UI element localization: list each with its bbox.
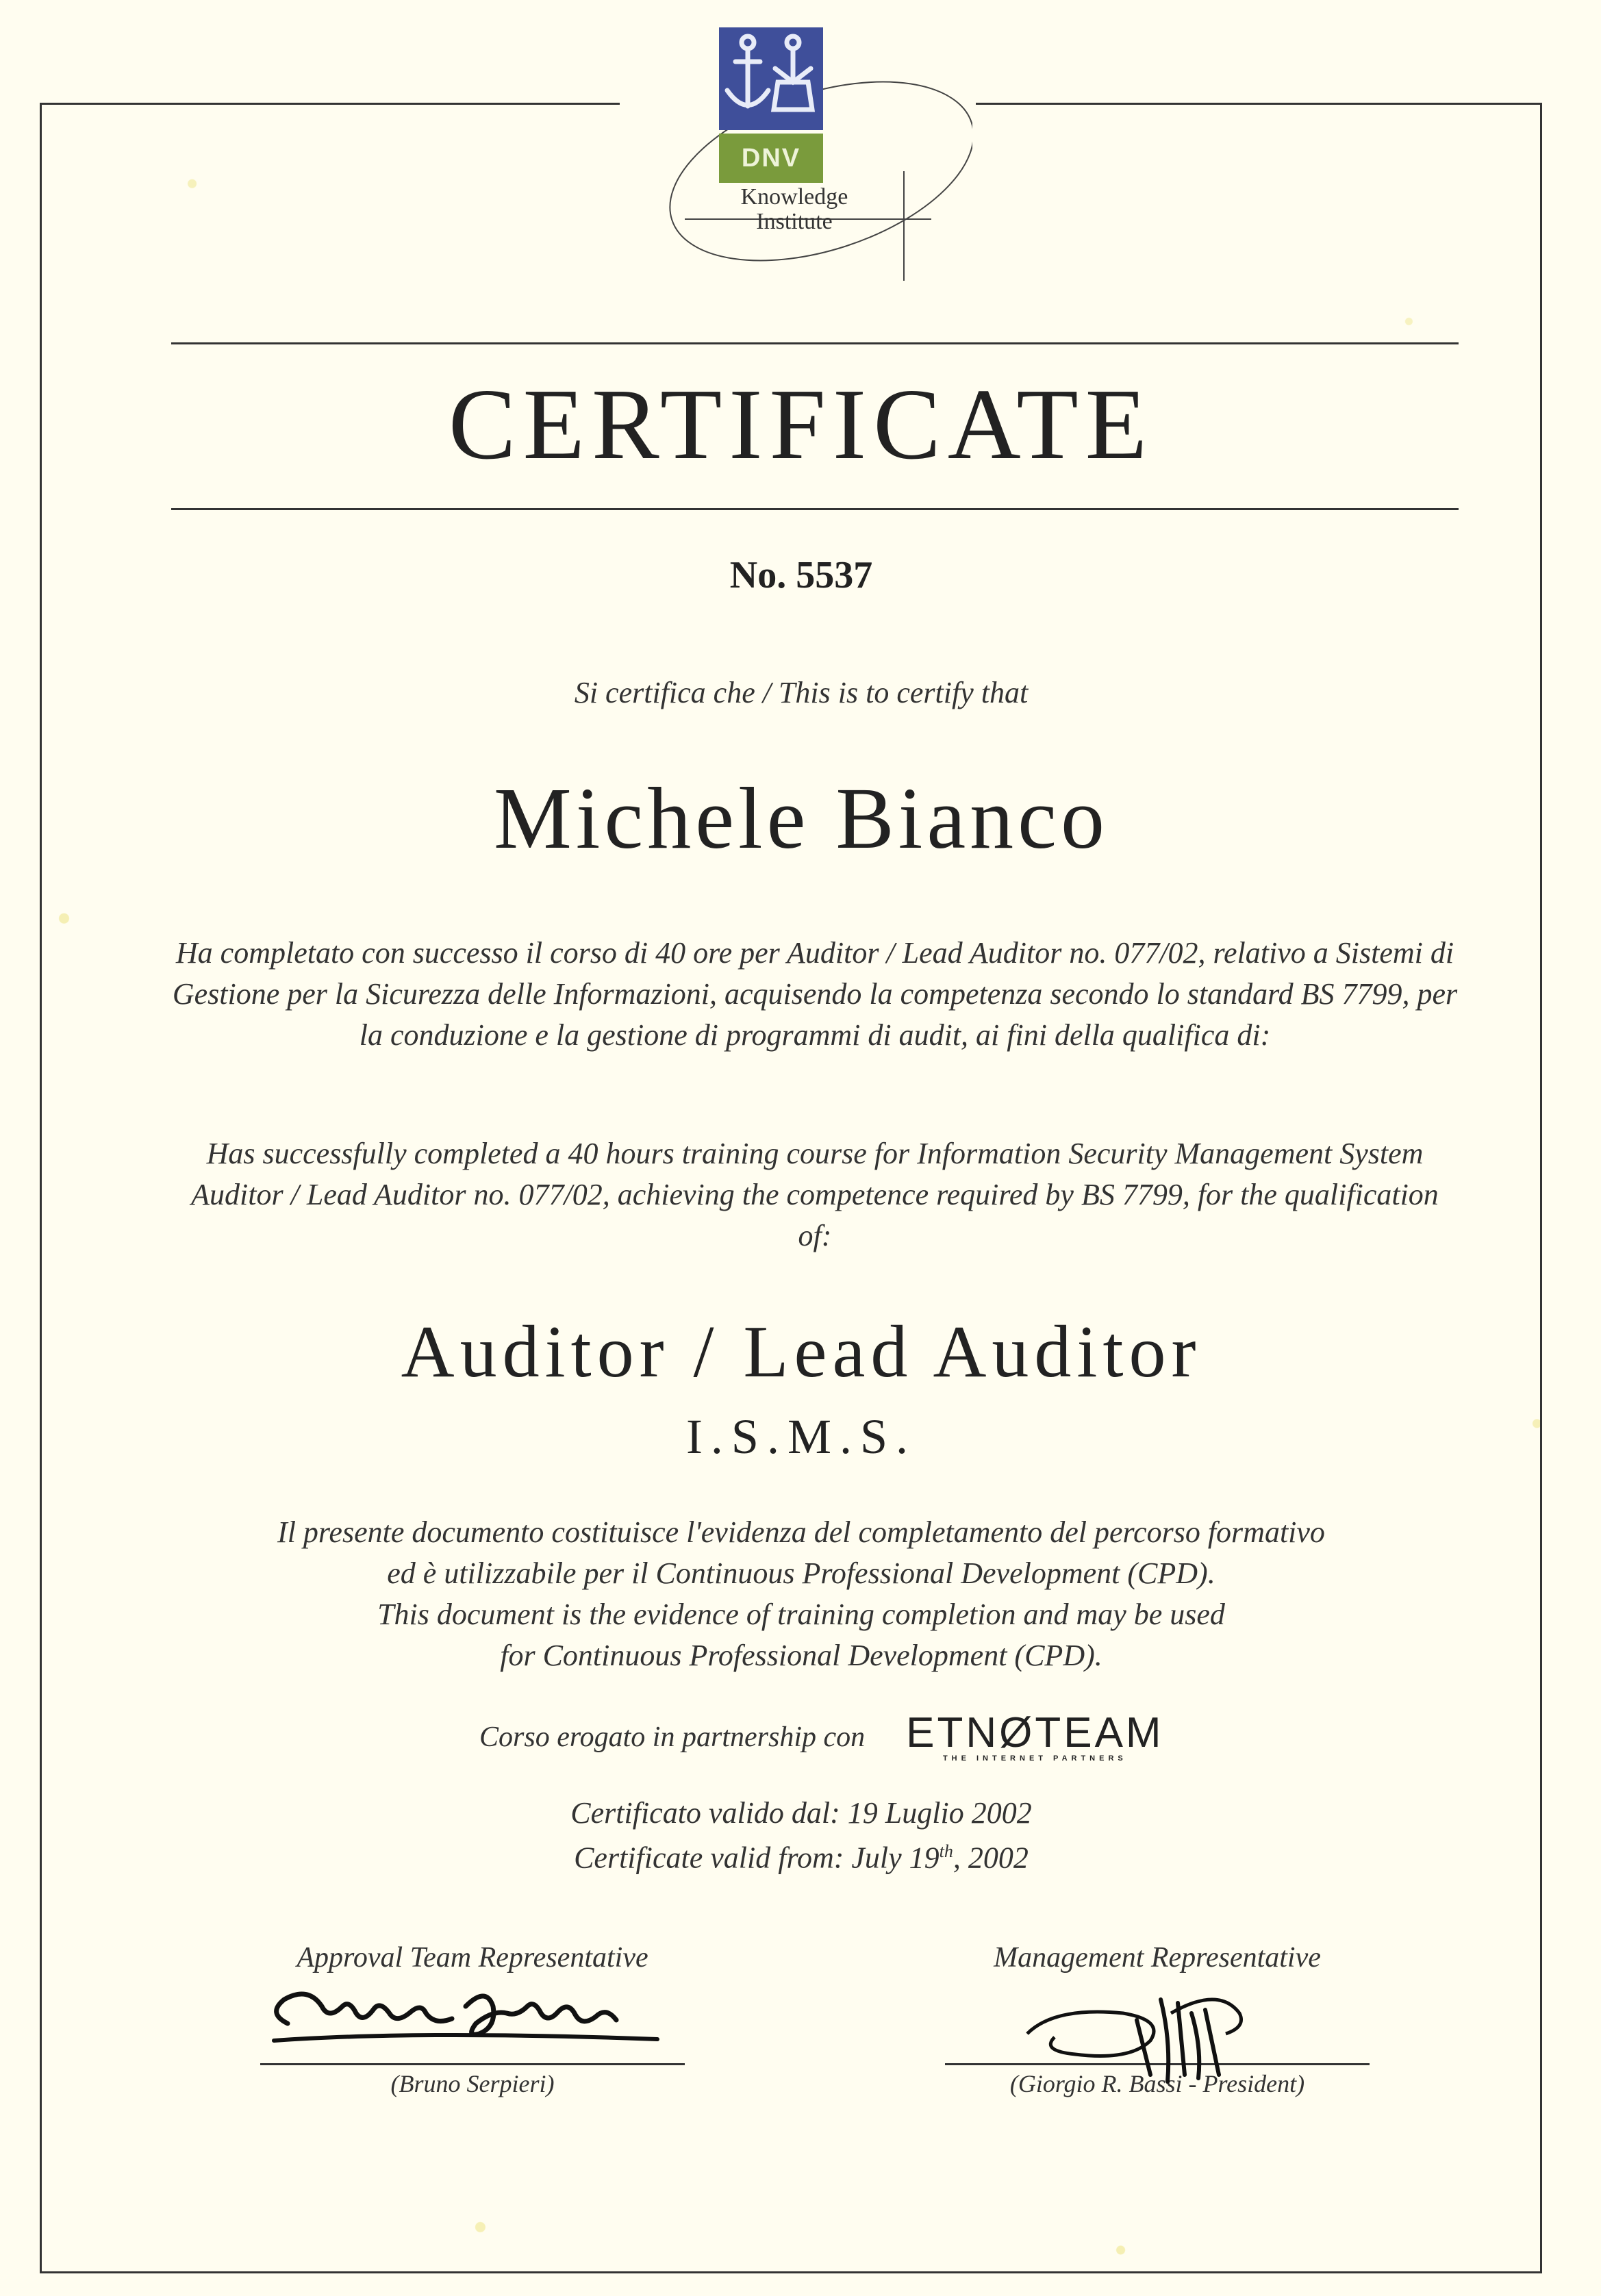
valid-en-sup: th <box>939 1841 953 1861</box>
qualification-subtitle: I.S.M.S. <box>685 1409 917 1464</box>
left-signature-label: Approval Team Representative <box>297 1942 648 1973</box>
right-signature-label: Management Representative <box>994 1942 1321 1973</box>
right-handwritten-signature <box>1013 1972 1370 2095</box>
valid-from-it: Certificato valido dal: 19 Luglio 2002 <box>570 1796 1032 1830</box>
title-bottom-rule <box>171 508 1459 510</box>
etnoteam-logo <box>906 1709 1164 1763</box>
left-handwritten-signature <box>247 1958 685 2068</box>
qualification-title: Auditor / Lead Auditor <box>401 1311 1202 1393</box>
valid-en-prefix: Certificate valid from: July 19 <box>574 1841 940 1875</box>
cpd-statement <box>103 1512 1500 1676</box>
title-top-rule <box>171 342 1459 344</box>
etnoteam-wordmark: ETNØTEAM <box>906 1709 1164 1756</box>
certificate-title: CERTIFICATE <box>448 368 1155 481</box>
logo-line-1: Knowledge <box>740 184 848 210</box>
anchor-icon <box>719 27 823 130</box>
anchor-emblem <box>719 27 823 130</box>
left-signatory-name: (Bruno Serpieri) <box>390 2070 555 2097</box>
cpd-line-2: ed è utilizzabile per il Continuous Professional Development (CPD). <box>387 1556 1215 1590</box>
certificate-number: No. 5537 <box>729 554 873 596</box>
italian-statement: Ha completato con successo il corso di 40 ore per Auditor / Lead Auditor no. 077/02, relativo a Sistemi di Gestione per la Sicurezza delle Informazioni, acquisendo la competenza secondo lo standard BS 7799, per la conduzione e la gestione di programmi di audit, ai fini della qualifica di: <box>172 936 1458 1052</box>
cpd-line-1: Il presente documento costituisce l'evidenza del completamento del percorso formativo <box>277 1515 1325 1549</box>
cpd-line-3: This document is the evidence of training completion and may be used <box>377 1598 1225 1631</box>
cpd-line-4: for Continuous Professional Development (CPD). <box>500 1639 1102 1672</box>
logo-line-2: Institute <box>756 209 833 234</box>
partnership-text: Corso erogato in partnership con <box>479 1721 866 1753</box>
english-statement: Has successfully completed a 40 hours training course for Information Security Management System Auditor / Lead Auditor no. 077/02, achieving the competence required by BS 7799, for the qualification of: <box>191 1137 1439 1252</box>
partnership-row <box>479 1709 1164 1763</box>
certify-intro: Si certifica che / This is to certify that <box>574 676 1029 709</box>
right-signatory-name: (Giorgio R. Bassi - President) <box>1009 2070 1305 2097</box>
etnoteam-tagline: THE INTERNET PARTNERS <box>942 1754 1127 1763</box>
dnv-logo <box>644 27 972 274</box>
knowledge-institute-label <box>716 185 873 234</box>
valid-from-en <box>103 1832 1500 1878</box>
validity-dates <box>103 1794 1500 1878</box>
valid-en-suffix: , 2002 <box>953 1841 1029 1875</box>
dnv-wordmark: DNV <box>719 134 823 183</box>
recipient-name: Michele Bianco <box>494 770 1109 867</box>
